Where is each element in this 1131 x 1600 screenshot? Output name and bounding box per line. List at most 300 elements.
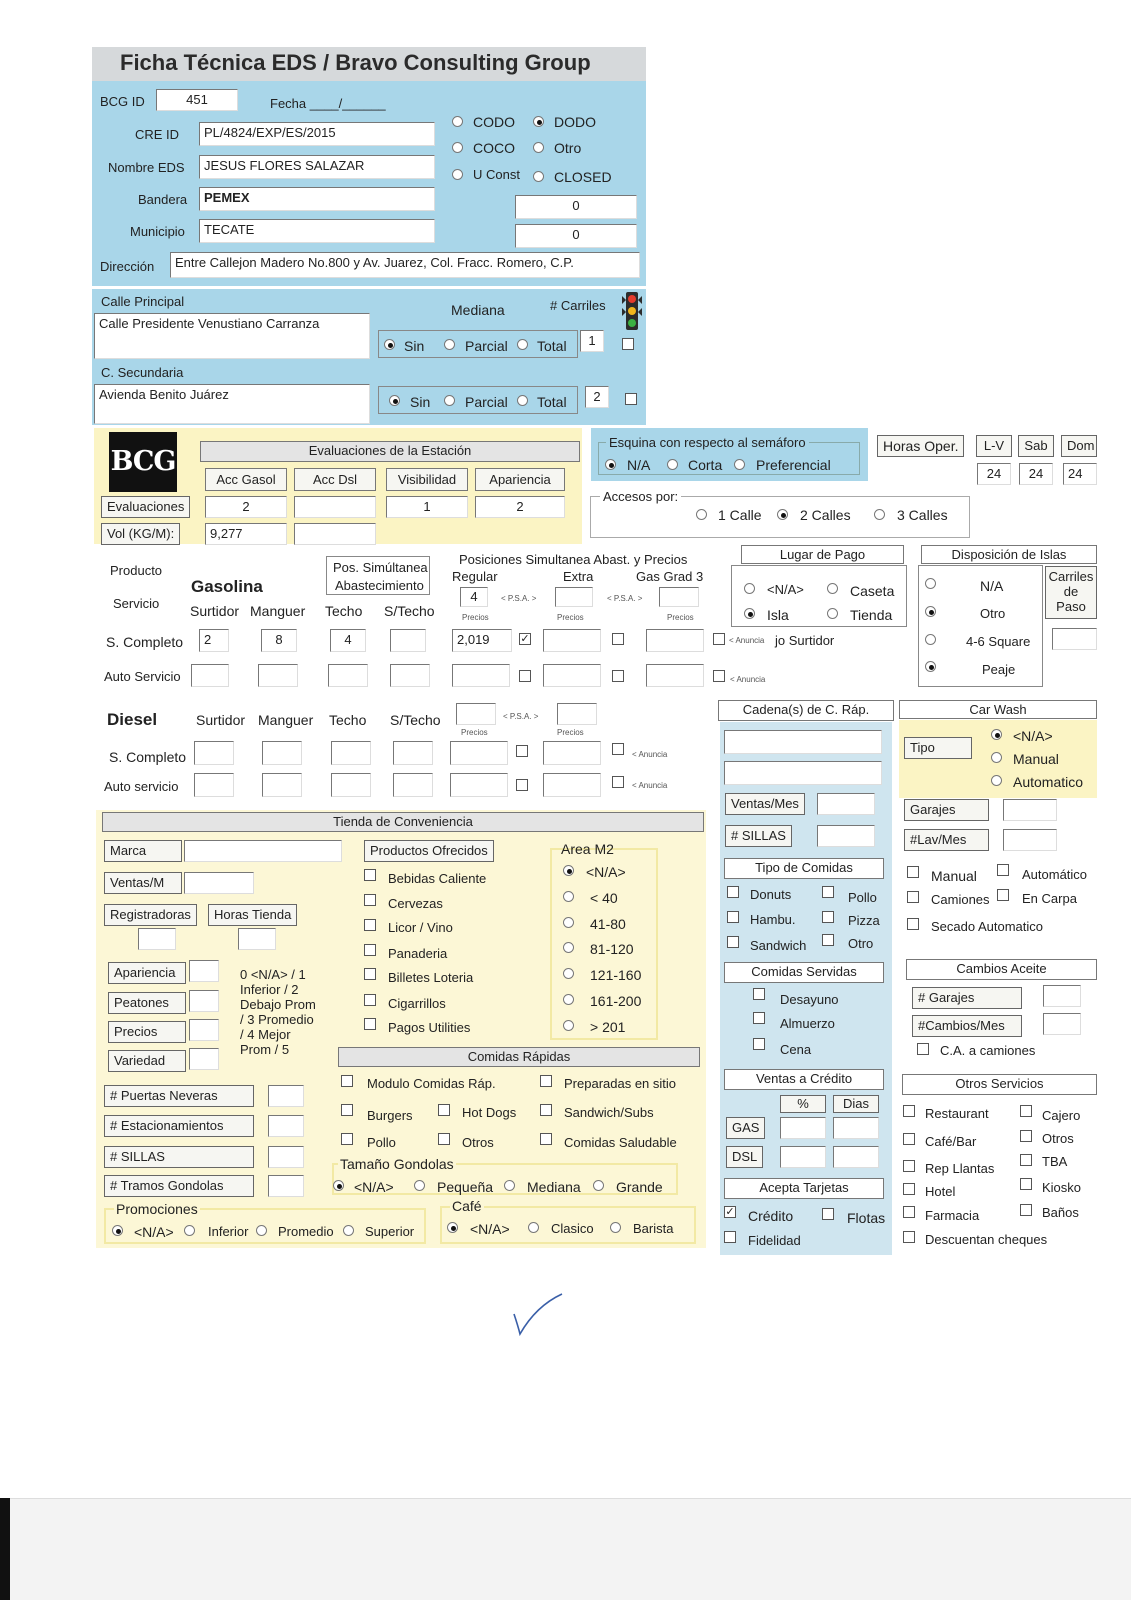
almuerzo-checkbox[interactable] [753, 1012, 765, 1024]
da-surtidor-field[interactable] [194, 773, 234, 797]
tipo-sandwich-checkbox[interactable] [727, 936, 739, 948]
da-anuncia-label: < Anuncia [632, 781, 668, 790]
marca-field[interactable] [184, 840, 342, 862]
rap-otros-checkbox[interactable] [438, 1133, 450, 1145]
mediana-1-radio-total[interactable] [517, 339, 528, 350]
jo-surtidor-label: jo Surtidor [775, 633, 835, 648]
a-anuncia-label: < Anuncia [730, 675, 766, 684]
gond-label-grande: Grande [616, 1179, 663, 1195]
area-label-160: 121-160 [590, 967, 642, 983]
lugar-radio-na[interactable] [744, 583, 755, 594]
precios-tienda-field[interactable] [189, 1019, 219, 1041]
promo-label-promedio: Promedio [278, 1224, 334, 1239]
horas-day-lv: L-V [976, 435, 1012, 457]
acc-gasol-field[interactable]: 2 [205, 496, 287, 518]
da-techo-field[interactable] [331, 773, 371, 797]
horas-tienda-field[interactable] [238, 928, 276, 950]
precio-extra-field[interactable] [543, 629, 601, 652]
credito-title: Ventas a Crédito [724, 1069, 884, 1090]
esquina-radio-corta[interactable] [667, 459, 678, 470]
otros-hotel-label: Hotel [925, 1184, 956, 1199]
otros-cajero-checkbox[interactable] [1020, 1105, 1032, 1117]
lugar-radio-isla[interactable] [744, 608, 755, 619]
mediana-2-label-parcial: Parcial [465, 394, 508, 410]
cadena-sillas-field[interactable] [817, 825, 875, 847]
cadena-sillas-label: # SILLAS [725, 825, 792, 847]
accesos-label-1: 1 Calle [718, 507, 762, 523]
area-label-120: 81-120 [590, 941, 634, 957]
a-precio-regular-field[interactable] [452, 664, 510, 687]
tipo-sandwich-label: Sandwich [750, 938, 807, 953]
carriles-2-field[interactable]: 2 [585, 386, 609, 408]
direccion-field[interactable]: Entre Callejon Madero No.800 y Av. Juarez, Col. Fracc. Romero, C.P. [170, 252, 640, 278]
mediana-1-radio-parcial[interactable] [444, 339, 455, 350]
bcg-logo-text: BCG [110, 446, 176, 477]
area-radio-201[interactable] [563, 1020, 574, 1031]
tramos-field[interactable] [268, 1175, 304, 1197]
d-manguer-field[interactable] [262, 741, 302, 765]
d-precios-label-2: Precios [557, 728, 584, 737]
estacionamientos-label: # Estacionamientos [104, 1115, 254, 1137]
da-manguer-field[interactable] [262, 773, 302, 797]
techo-header: Techo [325, 603, 363, 619]
calle-secundaria-label: C. Secundaria [101, 365, 184, 380]
puertas-field[interactable] [268, 1085, 304, 1107]
prod-licor-checkbox[interactable] [364, 919, 376, 931]
otros-otros-checkbox[interactable] [1020, 1130, 1032, 1142]
registradoras-field[interactable] [138, 928, 176, 950]
otros-kiosko-checkbox[interactable] [1020, 1178, 1032, 1190]
gas3-label: Gas Grad 3 [636, 569, 704, 584]
d-anuncia-label: < Anuncia [632, 750, 668, 759]
desayuno-checkbox[interactable] [753, 988, 765, 1000]
cw-carpa-checkbox[interactable] [997, 889, 1009, 901]
tipo-label-coco: COCO [473, 140, 515, 156]
rap-sandwich-checkbox[interactable] [540, 1104, 552, 1116]
lugar-radio-caseta[interactable] [827, 583, 838, 594]
lugar-label-caseta: Caseta [850, 583, 895, 599]
scale-line-2: Inferior / 2 [240, 982, 299, 997]
otros-hotel-checkbox[interactable] [903, 1183, 915, 1195]
carwash-title: Car Wash [899, 700, 1097, 719]
area-label-201: > 201 [590, 1019, 626, 1035]
scale-line-3: Debajo Prom [240, 997, 316, 1012]
cena-checkbox[interactable] [753, 1038, 765, 1050]
municipio-label: Municipio [130, 224, 185, 239]
cw-secado-checkbox[interactable] [907, 918, 919, 930]
a-stecho-field[interactable] [390, 664, 430, 687]
g-techo-field[interactable]: 4 [330, 629, 366, 652]
prod-cervezas-checkbox[interactable] [364, 894, 376, 906]
cafe-title: Café [452, 1198, 482, 1214]
regular-label: Regular [452, 569, 498, 584]
surtidor-header: Surtidor [190, 603, 240, 619]
cadena-field-2[interactable] [724, 761, 882, 785]
nombre-field[interactable]: JESUS FLORES SALAZAR [199, 155, 435, 179]
disp-radio-square[interactable] [925, 634, 936, 645]
rap-pollo-checkbox[interactable] [341, 1133, 353, 1145]
da-precio-2-field[interactable] [543, 773, 601, 797]
fecha-label: Fecha ____/______ [270, 96, 386, 111]
otros-cafe-checkbox[interactable] [903, 1133, 915, 1145]
rap-hotdogs-checkbox[interactable] [438, 1104, 450, 1116]
a-manguer-field[interactable] [258, 664, 298, 687]
d-techo-header: Techo [329, 712, 367, 728]
carwash-radio-na[interactable] [991, 729, 1002, 740]
scan-gray [10, 1498, 1131, 1600]
tienda-ventas-field[interactable] [184, 872, 254, 894]
apariencia-label: Apariencia [108, 962, 186, 984]
area-radio-80[interactable] [563, 917, 574, 928]
flotas-checkbox[interactable] [822, 1208, 834, 1220]
bandera-field[interactable]: PEMEX [199, 187, 435, 211]
pos-gas3-field[interactable] [659, 587, 699, 607]
producto-label: Producto [110, 563, 163, 578]
ventas-mes-label: Ventas/Mes [725, 793, 805, 815]
area-radio-120[interactable] [563, 942, 574, 953]
tipo-radio-dodo[interactable] [533, 116, 544, 127]
mediana-1-label-sin: Sin [404, 338, 425, 354]
tipo-pizza-label: Pizza [848, 913, 880, 928]
tipo-radio-otro[interactable] [533, 142, 544, 153]
gas-dias-field[interactable] [833, 1117, 879, 1139]
pos-sim-label: Pos. Simúltanea [333, 560, 428, 575]
anuncia-regular-checkbox[interactable]: ✓ [520, 633, 530, 645]
otros-tba-checkbox[interactable] [1020, 1154, 1032, 1166]
disp-radio-peaje[interactable] [925, 661, 936, 672]
estacionamientos-field[interactable] [268, 1115, 304, 1137]
horas-sab-field[interactable]: 24 [1019, 463, 1053, 485]
tipo-hambu-checkbox[interactable] [727, 911, 739, 923]
d-precio-1-field[interactable] [450, 741, 508, 765]
direccion-label: Dirección [100, 259, 155, 274]
otros-banos-checkbox[interactable] [1020, 1204, 1032, 1216]
aceite-garajes-field[interactable] [1043, 985, 1081, 1007]
carriles-paso-field[interactable] [1052, 628, 1097, 650]
a-precio-extra-field[interactable] [543, 664, 601, 687]
d-pos-2-field[interactable] [557, 703, 597, 725]
visibilidad-field[interactable]: 1 [386, 496, 468, 518]
otros-llantas-checkbox[interactable] [903, 1160, 915, 1172]
horas-lv-field[interactable]: 24 [977, 463, 1011, 485]
a-anuncia-gas3-checkbox[interactable] [713, 670, 725, 682]
esquina-radio-na[interactable] [605, 459, 616, 470]
anuncia-extra-checkbox[interactable] [612, 633, 624, 645]
eval-col-acc-dsl: Acc Dsl [294, 468, 376, 491]
cadena-field-1[interactable] [724, 730, 882, 754]
prod-cervezas-label: Cervezas [388, 896, 443, 911]
eval-col-apariencia: Apariencia [475, 468, 565, 491]
promo-label-superior: Superior [365, 1224, 415, 1239]
apariencia-field[interactable]: 2 [475, 496, 565, 518]
tipo-pollo-label: Pollo [848, 890, 877, 905]
mediana-2-radio-parcial[interactable] [444, 395, 455, 406]
esquina-title: Esquina con respecto al semáforo [606, 436, 809, 449]
cafe-label-clasico: Clasico [551, 1221, 594, 1236]
cw-manual-checkbox[interactable] [907, 866, 919, 878]
cw-carpa-label: En Carpa [1022, 891, 1077, 906]
prod-utilities-checkbox[interactable] [364, 1018, 376, 1030]
area-radio-200[interactable] [563, 994, 574, 1005]
promo-radio-inferior[interactable] [184, 1225, 195, 1236]
d-surtidor-field[interactable] [194, 741, 234, 765]
otros-cheques-label: Descuentan cheques [925, 1232, 1048, 1247]
da-precio-1-field[interactable] [450, 773, 508, 797]
value-field-2[interactable]: 0 [515, 224, 637, 248]
disp-radio-otro[interactable] [925, 606, 936, 617]
gondolas-title: Tamaño Gondolas [340, 1156, 454, 1172]
rapidas-title: Comidas Rápidas [338, 1047, 700, 1067]
municipio-field[interactable]: TECATE [199, 219, 435, 243]
prod-loteria-checkbox[interactable] [364, 968, 376, 980]
carwash-lav-field[interactable] [1003, 829, 1057, 851]
esquina-label-corta: Corta [688, 457, 723, 473]
accesos-radio-3[interactable] [874, 509, 885, 520]
dsl-dias-field[interactable] [833, 1146, 879, 1168]
g-stecho-field[interactable] [390, 629, 426, 652]
esquina-label-preferencial: Preferencial [756, 457, 831, 473]
precio-gas3-field[interactable] [646, 629, 704, 652]
d-manguer-header: Manguer [258, 712, 314, 728]
cw-automatico-checkbox[interactable] [997, 864, 1009, 876]
rap-saludable-checkbox[interactable] [540, 1133, 552, 1145]
scale-line-4: / 3 Promedio [240, 1012, 314, 1027]
a-precio-gas3-field[interactable] [646, 664, 704, 687]
puertas-label: # Puertas Neveras [104, 1085, 254, 1107]
area-label-80: 41-80 [590, 916, 626, 932]
precio-regular-field[interactable]: 2,019 [452, 629, 512, 652]
accesos-title: Accesos por: [600, 490, 681, 503]
prod-cigarrillos-checkbox[interactable] [364, 994, 376, 1006]
disp-title: Disposición de Islas [921, 545, 1097, 564]
tipo-radio-coco[interactable] [452, 142, 463, 153]
d-psa-label: < P.S.A. > [503, 712, 539, 721]
otros-farmacia-checkbox[interactable] [903, 1206, 915, 1218]
cafe-label-na: <N/A> [470, 1221, 510, 1237]
tipo-otro-label: Otro [848, 936, 874, 951]
cafe-radio-clasico[interactable] [528, 1222, 539, 1233]
bandera-label: Bandera [138, 192, 188, 207]
tienda-title: Tienda de Conveniencia [102, 812, 704, 832]
tipo-donuts-checkbox[interactable] [727, 886, 739, 898]
fidelidad-checkbox[interactable] [724, 1231, 736, 1243]
prod-panaderia-checkbox[interactable] [364, 944, 376, 956]
calle-principal-field[interactable]: Calle Presidente Venustiano Carranza [94, 313, 370, 359]
otros-restaurant-checkbox[interactable] [903, 1105, 915, 1117]
da-anuncia-1-checkbox[interactable] [516, 779, 528, 791]
mediana-2-label-sin: Sin [410, 394, 431, 410]
gas-pct-field[interactable] [780, 1117, 826, 1139]
promo-label-na: <N/A> [134, 1224, 174, 1240]
a-anuncia-regular-checkbox[interactable] [519, 670, 531, 682]
rap-burgers-label: Burgers [367, 1108, 413, 1123]
anuncia-label-gas3: < Anuncia [729, 636, 765, 645]
variedad-field[interactable] [189, 1048, 219, 1070]
rap-preparadas-checkbox[interactable] [540, 1075, 552, 1087]
promo-title: Promociones [116, 1201, 198, 1217]
check-mark-icon [510, 1290, 570, 1338]
peatones-field[interactable] [189, 990, 219, 1012]
prod-loteria-label: Billetes Loteria [388, 970, 474, 985]
pos-prec-label: Posiciones Simultanea Abast. y Precios [459, 552, 688, 567]
tipo-pizza-checkbox[interactable] [822, 911, 834, 923]
tipo-pollo-checkbox[interactable] [822, 886, 834, 898]
d-pos-1-field[interactable] [456, 703, 496, 725]
promo-radio-promedio[interactable] [256, 1225, 267, 1236]
carriles-1-field[interactable]: 1 [580, 330, 604, 352]
diesel-label: Diesel [107, 710, 158, 729]
gond-label-mediana: Mediana [527, 1179, 581, 1195]
mediana-2-radio-total[interactable] [517, 395, 528, 406]
value-field-1[interactable]: 0 [515, 195, 637, 219]
apariencia-field[interactable] [189, 960, 219, 982]
promo-label-inferior: Inferior [208, 1224, 249, 1239]
promo-radio-superior[interactable] [343, 1225, 354, 1236]
tipo-radio-closed[interactable] [533, 171, 544, 182]
area-radio-40[interactable] [563, 891, 574, 902]
area-label-200: 161-200 [590, 993, 642, 1009]
tipo-label-codo: CODO [473, 114, 515, 130]
g-surtidor-field[interactable]: 2 [199, 629, 229, 652]
aceite-ca-checkbox[interactable] [917, 1043, 929, 1055]
credito-checkbox[interactable]: ✓ [725, 1206, 735, 1218]
servidas-title: Comidas Servidas [724, 962, 884, 983]
marca-label: Marca [104, 840, 182, 862]
rap-otros-label: Otros [462, 1135, 494, 1150]
prod-cigarrillos-label: Cigarrillos [388, 996, 446, 1011]
aceite-cambios-field[interactable] [1043, 1013, 1081, 1035]
prod-licor-label: Licor / Vino [388, 920, 453, 935]
cafe-radio-na[interactable] [447, 1222, 458, 1233]
otros-farmacia-label: Farmacia [925, 1208, 980, 1223]
area-radio-na[interactable] [563, 865, 574, 876]
eval-col-acc-gasol: Acc Gasol [205, 468, 287, 491]
dias-label: Dias [833, 1095, 879, 1113]
cw-camiones-checkbox[interactable] [907, 891, 919, 903]
horas-dom-field[interactable]: 24 [1063, 463, 1097, 485]
anuncia-gas3-checkbox[interactable] [713, 633, 725, 645]
traffic-light-icon [622, 292, 642, 330]
horas-label: Horas Oper. [877, 435, 964, 457]
cw-manual-label: Manual [931, 868, 977, 884]
bcg-id-field[interactable]: 451 [156, 89, 238, 111]
cw-camiones-label: Camiones [931, 892, 990, 907]
tipo-radio-uconst[interactable] [452, 169, 463, 180]
d-stecho-field[interactable] [393, 741, 433, 765]
calle-secundaria-field[interactable]: Avienda Benito Juárez [94, 384, 370, 424]
peatones-label: Peatones [108, 992, 186, 1014]
d-precios-label-1: Precios [461, 728, 488, 737]
lugar-radio-tienda[interactable] [827, 608, 838, 619]
tipo-label-dodo: DODO [554, 114, 596, 130]
da-stecho-field[interactable] [393, 773, 433, 797]
prod-bebidas-checkbox[interactable] [364, 869, 376, 881]
d-anuncia-2-checkbox[interactable] [612, 743, 624, 755]
area-radio-160[interactable] [563, 968, 574, 979]
a-techo-field[interactable] [328, 664, 368, 687]
vol-field-2[interactable] [294, 523, 376, 545]
rap-modulo-checkbox[interactable] [341, 1075, 353, 1087]
otros-cheques-checkbox[interactable] [903, 1231, 915, 1243]
tipo-otro-checkbox[interactable] [822, 934, 834, 946]
lugar-label-na: <N/A> [767, 582, 804, 597]
ventas-mes-field[interactable] [817, 793, 875, 815]
carwash-radio-automatico[interactable] [991, 775, 1002, 786]
dsl-label: DSL [726, 1146, 763, 1168]
accesos-radio-2[interactable] [777, 509, 788, 520]
evaluaciones-label: Evaluaciones [101, 496, 190, 518]
tienda-sillas-field[interactable] [268, 1146, 304, 1168]
otros-cafe-label: Café/Bar [925, 1134, 977, 1149]
cre-id-field[interactable]: PL/4824/EXP/ES/2015 [199, 122, 435, 146]
mediana-1-radio-sin[interactable] [384, 339, 395, 350]
pos-regular-field[interactable]: 4 [460, 587, 488, 607]
precios-label-2: Precios [557, 613, 584, 622]
acc-dsl-field[interactable] [294, 496, 376, 518]
rap-burgers-checkbox[interactable] [341, 1104, 353, 1116]
dsl-pct-field[interactable] [780, 1146, 826, 1168]
tipo-radio-codo[interactable] [452, 116, 463, 127]
gond-radio-mediana[interactable] [504, 1180, 515, 1191]
gond-radio-pequena[interactable] [414, 1180, 425, 1191]
desayuno-label: Desayuno [780, 992, 839, 1007]
gond-label-na: <N/A> [354, 1179, 394, 1195]
esquina-radio-preferencial[interactable] [734, 459, 745, 470]
gond-radio-na[interactable] [333, 1180, 344, 1191]
tipo-comidas-title: Tipo de Comidas [724, 858, 884, 879]
carwash-radio-manual[interactable] [991, 752, 1002, 763]
da-anuncia-2-checkbox[interactable] [612, 776, 624, 788]
horas-tienda-label: Horas Tienda [208, 904, 297, 926]
gond-radio-grande[interactable] [593, 1180, 604, 1191]
cafe-radio-barista[interactable] [610, 1222, 621, 1233]
carwash-garajes-field[interactable] [1003, 799, 1057, 821]
promo-radio-na[interactable] [112, 1225, 123, 1236]
d-precio-2-field[interactable] [543, 741, 601, 765]
disp-radio-na[interactable] [925, 578, 936, 589]
vol-field[interactable]: 9,277 [205, 523, 287, 545]
accesos-label-3: 3 Calles [897, 507, 948, 523]
tarjetas-title: Acepta Tarjetas [724, 1178, 884, 1199]
carriles-label: # Carriles [550, 298, 606, 313]
gasolina-label: Gasolina [191, 577, 263, 596]
d-surtidor-header: Surtidor [196, 712, 246, 728]
tienda-sillas-label: # SILLAS [104, 1146, 254, 1168]
tipo-label-uconst: U Const [473, 167, 520, 182]
rap-sandwich-label: Sandwich/Subs [564, 1105, 654, 1120]
carriles-paso-label: Carriles de Paso [1045, 566, 1097, 619]
d-techo-field[interactable] [331, 741, 371, 765]
pos-extra-field[interactable] [555, 587, 593, 607]
a-anuncia-extra-checkbox[interactable] [612, 670, 624, 682]
accesos-label-2: 2 Calles [800, 507, 851, 523]
carriles-2-checkbox[interactable] [625, 393, 637, 405]
carriles-1-checkbox[interactable] [622, 338, 634, 350]
bcg-logo [109, 432, 177, 492]
a-surtidor-field[interactable] [191, 664, 229, 687]
d-s-completo-label: S. Completo [109, 749, 187, 765]
area-label-na: <N/A> [586, 864, 626, 880]
g-manguer-field[interactable]: 8 [261, 629, 297, 652]
tipo-donuts-label: Donuts [750, 887, 792, 902]
accesos-radio-1[interactable] [696, 509, 707, 520]
d-anuncia-1-checkbox[interactable] [516, 745, 528, 757]
mediana-2-radio-sin[interactable] [389, 395, 400, 406]
productos-title: Productos Ofrecidos [364, 840, 494, 862]
horas-day-sab: Sab [1018, 435, 1054, 457]
manguer-header: Manguer [250, 603, 306, 619]
s-completo-label: S. Completo [106, 634, 184, 650]
